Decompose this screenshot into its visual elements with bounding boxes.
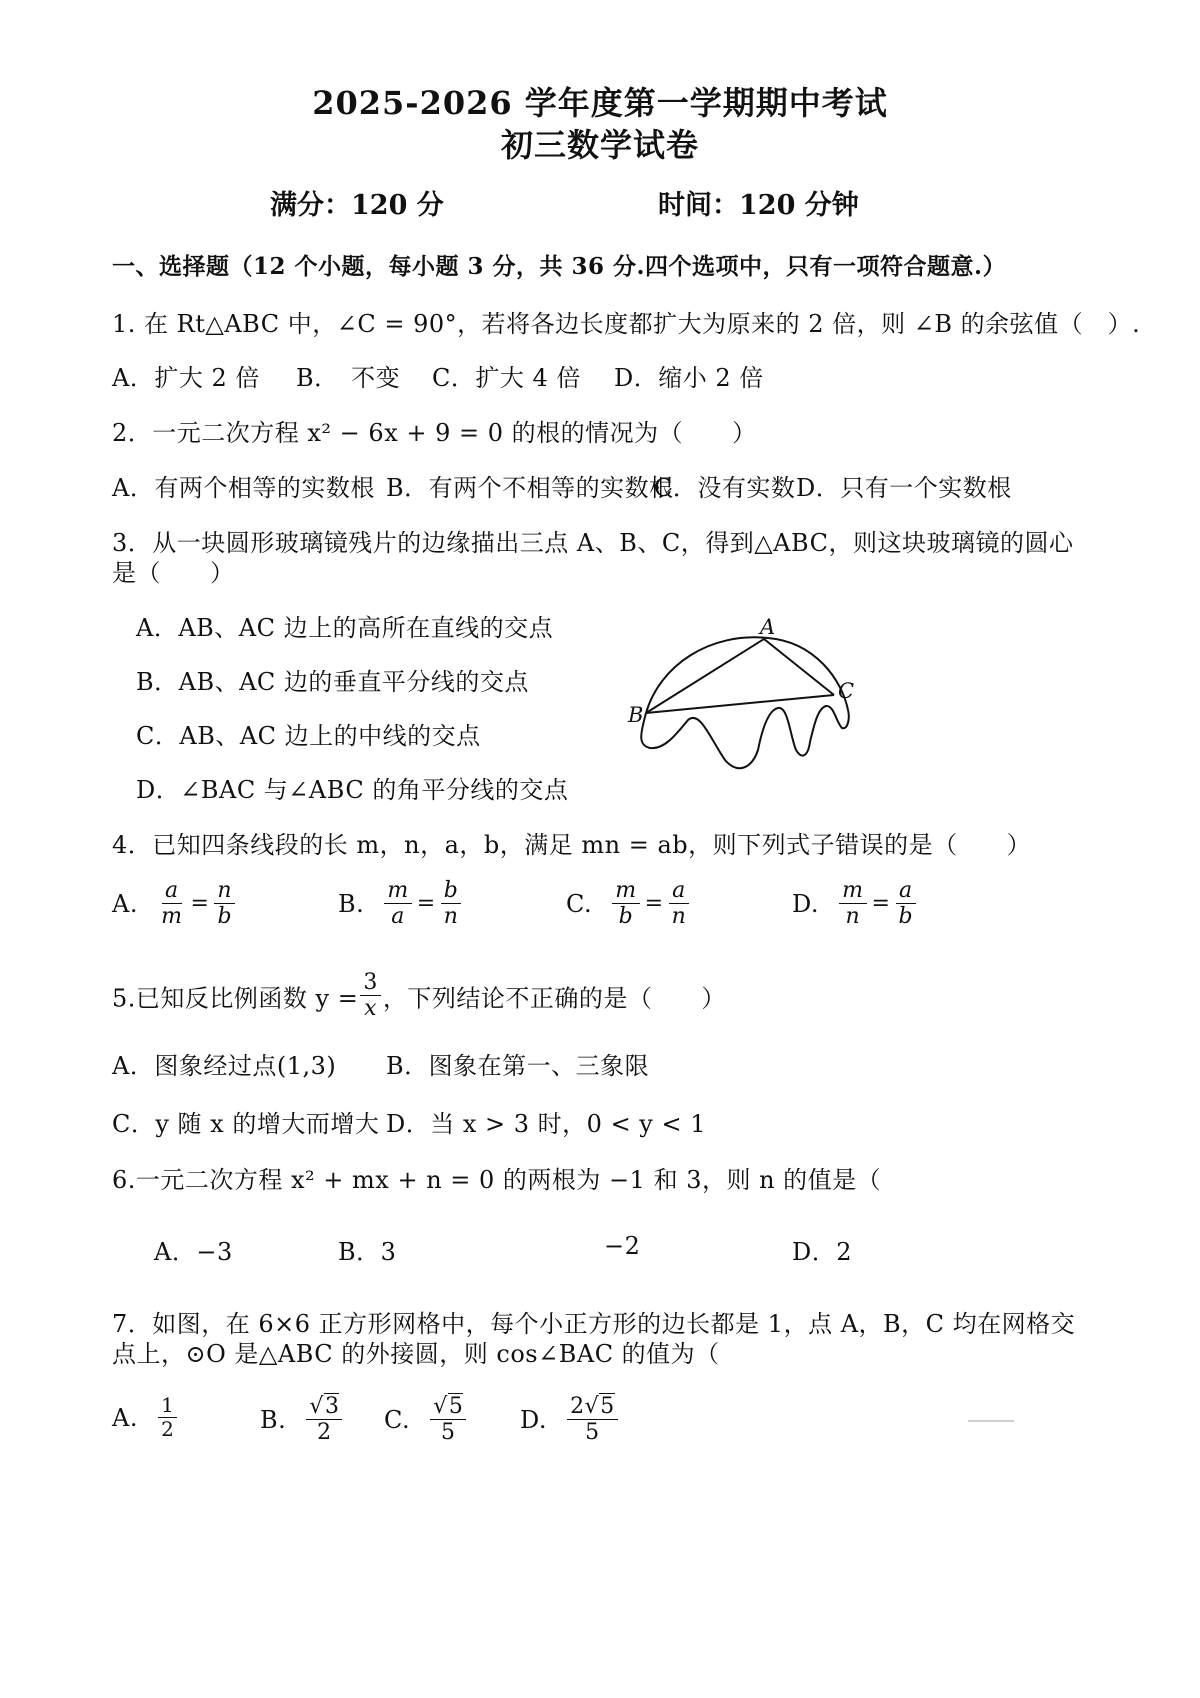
question-7-option-c <box>384 1394 468 1446</box>
radicand: 3 <box>324 1394 340 1419</box>
scan-mark <box>968 1420 1014 1422</box>
sqrt-sign: √5 <box>584 1394 615 1419</box>
denominator: b <box>618 904 634 930</box>
fraction <box>214 878 235 930</box>
fraction <box>839 878 866 930</box>
question-2-option-a: A．有两个相等的实数根 <box>112 474 375 502</box>
point-a-label: A <box>760 615 776 639</box>
equals-sign: = <box>871 891 891 917</box>
equals-sign: = <box>416 891 436 917</box>
option-label: A. <box>112 889 138 918</box>
option-label: C. <box>384 1405 411 1434</box>
question-6-option-b: B．3 <box>338 1238 397 1266</box>
sqrt-sign: √3 <box>309 1394 340 1419</box>
fraction <box>441 878 462 930</box>
numerator <box>306 1394 342 1420</box>
denominator: a <box>391 904 405 930</box>
fraction <box>430 1394 466 1446</box>
mirror-jagged-edge <box>641 706 849 768</box>
full-score: 满分：120 分 <box>270 190 444 221</box>
coefficient: 2 <box>570 1394 585 1419</box>
numerator: a <box>669 878 689 904</box>
fraction <box>306 1394 342 1446</box>
sqrt-sign: √5 <box>433 1394 464 1419</box>
numerator: 1 <box>158 1394 177 1418</box>
denominator: 5 <box>585 1420 600 1446</box>
denominator: 2 <box>317 1420 332 1446</box>
question-3-option-d: D．∠BAC 与∠ABC 的角平分线的交点 <box>136 776 569 804</box>
fraction <box>158 1394 177 1441</box>
question-3-stem: 3．从一块圆形玻璃镜残片的边缘描出三点 A、B、C，得到△ABC，则这块玻璃镜的圆心 <box>112 529 1074 557</box>
denominator: 2 <box>161 1417 175 1441</box>
question-7-stem: 7．如图，在 6×6 正方形网格中，每个小正方形的边长都是 1，点 A，B，C 均在网格交 <box>112 1310 1076 1338</box>
point-c-label: C <box>838 679 855 703</box>
numerator: n <box>214 878 235 904</box>
exam-subtitle: 初三数学试卷 <box>500 126 699 164</box>
question-6-stem: 6.一元二次方程 x² + mx + n = 0 的两根为 −1 和 3，则 n 的值是（ <box>112 1166 882 1194</box>
equals-sign: = <box>644 891 664 917</box>
question-4-option-d <box>792 878 918 930</box>
question-4-option-a <box>112 878 237 930</box>
question-3-option-c: C．AB、AC 边上的中线的交点 <box>136 722 481 750</box>
question-1-option-d: D．缩小 2 倍 <box>614 364 764 392</box>
option-label: B. <box>338 889 365 918</box>
question-6-option-a: A．−3 <box>154 1238 233 1266</box>
triangle-side-ab <box>646 639 764 713</box>
question-2-option-b: B．有两个不相等的实数根 <box>386 474 674 502</box>
numerator <box>430 1394 466 1420</box>
numerator: a <box>162 878 182 904</box>
numerator: 3 <box>360 970 381 996</box>
numerator: m <box>612 878 639 904</box>
question-3-option-b: B．AB、AC 边的垂直平分线的交点 <box>136 668 529 696</box>
question-6-option-c: −2 <box>604 1232 641 1260</box>
question-5-stem <box>112 970 726 1022</box>
fraction <box>384 878 411 930</box>
question-5-option-b: B．图象在第一、三象限 <box>386 1052 650 1080</box>
mirror-fragment-figure <box>610 610 870 800</box>
equals-sign: = <box>190 891 210 917</box>
question-1-option-c: C．扩大 4 倍 <box>432 364 581 392</box>
question-7-option-d <box>520 1394 620 1446</box>
fraction <box>360 970 381 1022</box>
fraction <box>895 878 916 930</box>
denominator: b <box>217 904 233 930</box>
question-5-option-d: D．当 x > 3 时，0 < y < 1 <box>386 1110 707 1138</box>
numerator <box>567 1394 618 1420</box>
question-2-option-c: C．没有实数 <box>654 474 796 502</box>
question-5-option-c: C．y 随 x 的增大而增大 <box>112 1110 380 1138</box>
exam-title: 2025-2026 学年度第一学期期中考试 <box>312 84 888 122</box>
fraction <box>567 1394 618 1446</box>
question-4-stem: 4．已知四条线段的长 m，n，a，b，满足 mn = ab，则下列式子错误的是（ ） <box>112 831 1032 859</box>
option-label: D. <box>520 1405 548 1434</box>
question-1-option-a: A．扩大 2 倍 <box>112 364 260 392</box>
question-7-option-b <box>260 1394 344 1446</box>
option-label: A. <box>112 1403 138 1432</box>
question-3-option-a: A．AB、AC 边上的高所在直线的交点 <box>136 614 554 642</box>
question-3-stem-continued: 是（ ） <box>112 559 235 587</box>
fraction <box>612 878 639 930</box>
question-2-option-d: D．只有一个实数根 <box>796 474 1012 502</box>
option-label: C. <box>566 889 593 918</box>
question-7-stem-continued: 点上，⊙O 是△ABC 的外接圆，则 cos∠BAC 的值为（ <box>112 1340 720 1368</box>
numerator: m <box>384 878 411 904</box>
question-7-option-a <box>112 1394 179 1441</box>
point-b-label: B <box>628 703 644 727</box>
option-label: D. <box>792 889 820 918</box>
fraction <box>669 878 690 930</box>
question-4-option-b <box>338 878 463 930</box>
triangle-side-bc <box>646 695 834 713</box>
option-label: B. <box>260 1405 287 1434</box>
exam-time: 时间：120 分钟 <box>658 190 859 221</box>
question-1-option-b: B． 不变 <box>296 364 401 392</box>
question-6-option-d: D．2 <box>792 1238 853 1266</box>
stem-prefix: 5.已知反比例函数 y = <box>112 984 359 1013</box>
denominator: b <box>898 904 914 930</box>
fraction <box>158 878 185 930</box>
denominator: x <box>364 996 378 1022</box>
section-heading: 一、选择题（12 个小题，每小题 3 分，共 36 分.四个选项中，只有一项符合题意.） <box>112 253 1007 280</box>
question-1-stem: 1. 在 Rt△ABC 中，∠C = 90°，若将各边长度都扩大为原来的 2 倍，则 ∠B 的余弦值（ ）. <box>112 310 1141 338</box>
question-2-stem: 2．一元二次方程 x² − 6x + 9 = 0 的根的情况为（ ） <box>112 419 757 447</box>
denominator: 5 <box>441 1420 456 1446</box>
radicand: 5 <box>448 1394 464 1419</box>
question-5-option-a: A．图象经过点(1,3) <box>112 1052 337 1080</box>
numerator: b <box>441 878 462 904</box>
denominator: n <box>443 904 459 930</box>
numerator: m <box>839 878 866 904</box>
question-4-option-c <box>566 878 691 930</box>
denominator: n <box>845 904 861 930</box>
numerator: a <box>896 878 916 904</box>
radicand: 5 <box>600 1394 615 1419</box>
denominator: m <box>161 904 183 930</box>
denominator: n <box>671 904 687 930</box>
stem-suffix: ，下列结论不正确的是（ ） <box>382 984 726 1013</box>
